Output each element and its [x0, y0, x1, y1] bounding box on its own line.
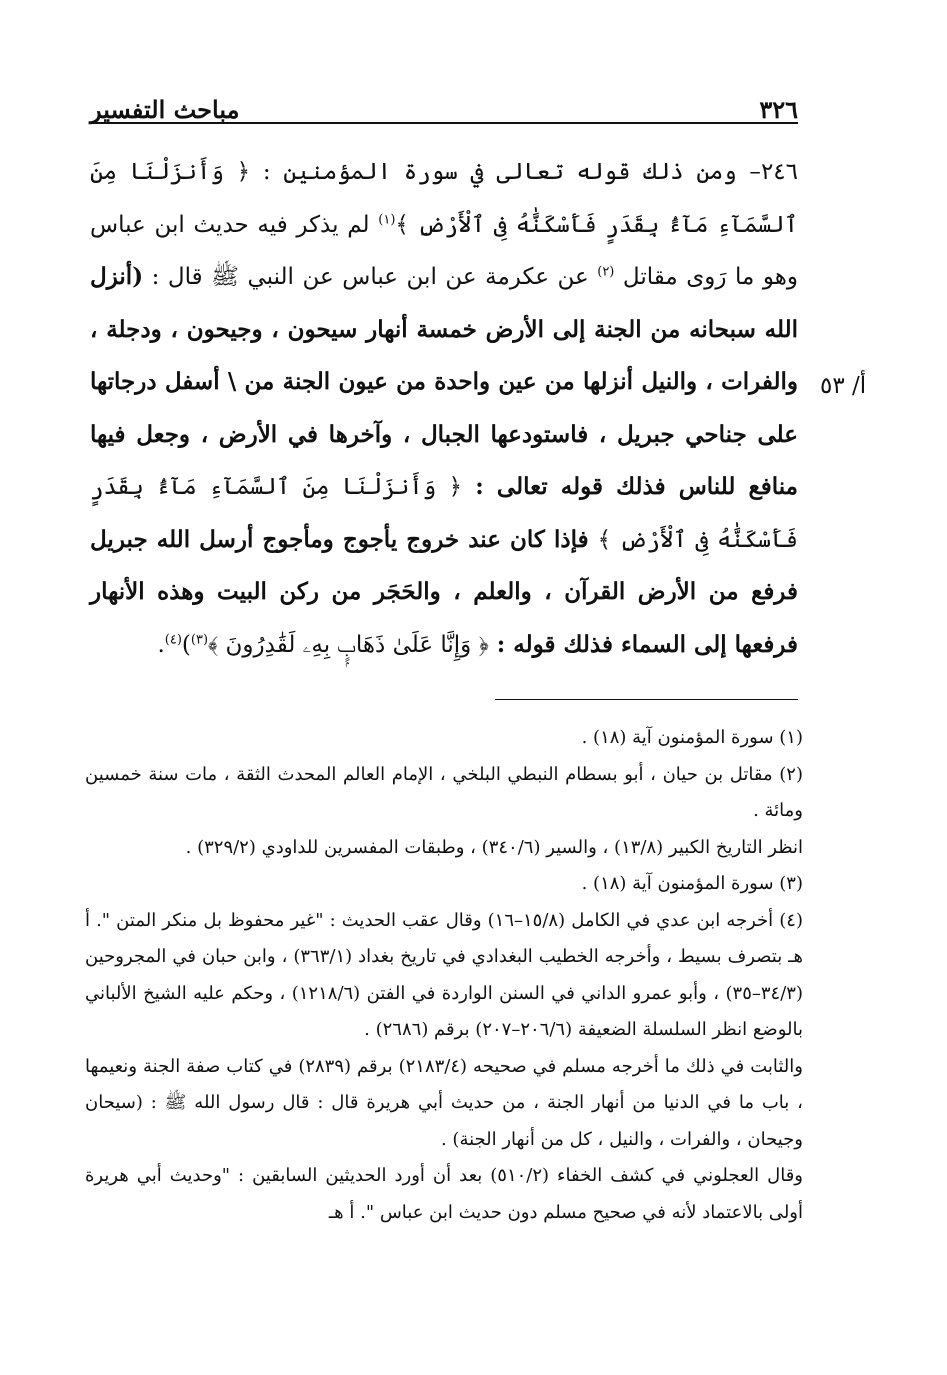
footnotes: [85, 720, 803, 1231]
footnote-4: (٤) أخرجه ابن عدي في الكامل (١٥/٨–١٦) وقال عقب الحديث : "غير محفوظ بل منكر المتن ". أ هـ بتصرف بسيط ، وأخرجه الخطيب البغدادي في تاريخ بغداد (٣٦٣/١) ، وابن حبان في المجروحين (٣٤/٣–٣٥) ، وأبو عمرو الداني في السنن الواردة في الفتن (١٢١٨/٦) ، وحكم عليه الشيخ الألباني بالوضع انظر السلسلة الضعيفة (٢٠٦/٦–٢٠٧) برقم (٢٦٨٦) .: [85, 909, 803, 1040]
page-number: ٣٢٦: [759, 95, 798, 124]
text-segment: لم يذكر فيه حديث ابن عباس وهو ما رَوى مقاتل: [90, 211, 798, 290]
main-text: [90, 146, 798, 671]
footnote-3: (٣) سورة المؤمنون آية (١٨) .: [581, 873, 803, 894]
footnote-ref-2: (٢): [597, 264, 615, 280]
footnote-4-conclusion: وقال العجلوني في كشف الخفاء (٥١٠/٢) بعد أن أورد الحديثين السابقين : "وحديث أبي هريرة أولى بالاعتماد لأنه في صحيح مسلم دون حديث ابن عباس ". أ هـ: [85, 1165, 803, 1223]
footnote-2: (٢) مقاتل بن حيان ، أبو بسطام النبطي البلخي ، الإمام العالم المحدث الثقة ، مات سنة خمسين ومائة .: [85, 763, 803, 821]
page-header: [90, 82, 798, 122]
footnote-ref-3: (٣): [190, 631, 209, 647]
hadith-text-continued: فإذا كان عند خروج يأجوج ومأجوج أرسل الله جبريل فرفع من الأرض القرآن ، والعلم ، والحَجَر من ركن البيت وهذه الأنهار فرفعها إلى السماء فذلك قوله :: [90, 525, 798, 658]
hadith-text: (أنزل الله سبحانه من الجنة إلى الأرض خمسة أنهار سيحون ، وجيحون ، ودجلة ، والفرات ، والنيل أنزلها من عين واحدة من عيون الجنة من \ أسفل درجاتها على جناحي جبريل ، فاستودعها الجبال ، وآخرها في الأرض ، وجعل فيها منافع للناس فذلك قوله تعالى :: [90, 263, 798, 500]
quran-verse: ﴿ وَأَنزَلْنَا مِنَ ٱلسَّمَآءِ مَآءًۢ بِقَدَرٍ فَأَسْكَنَّٰهُ فِى ٱلْأَرْضِ ﴾: [90, 474, 798, 553]
closing-paren: ): [181, 631, 191, 658]
period: .: [157, 631, 165, 658]
footnote-separator: [495, 699, 798, 700]
intro-text: ٢٤٦– ومن ذلك قوله تعالى في سورة المؤمنين : ﴿ وَأَنزَلْنَا مِنَ ٱلسَّمَآءِ مَآءًۢ بِقَدَرٍ فَأَسْكَنَّٰهُ فِى ٱلْأَرْضِ ﴾: [90, 159, 798, 238]
text-segment: عن عكرمة عن ابن عباس عن النبي ﷺ قال :: [143, 264, 598, 290]
margin-folio-note: أ/ ٥٣: [820, 373, 867, 399]
footnote-ref-4: (٤): [164, 631, 182, 647]
quran-verse: ﴿ وَإِنَّا عَلَىٰ ذَهَابٍۭ بِهِۦ لَقَٰدِرُونَ ﴾: [208, 631, 489, 658]
footnote-2-sources: انظر التاريخ الكبير (١٣/٨) ، والسير (٣٤٠/٦) ، وطبقات المفسرين للداودي (٣٢٩/٢) .: [185, 836, 803, 858]
footnote-ref-1: (١): [378, 211, 396, 227]
paragraph-246: [90, 146, 798, 671]
running-title: مباحث التفسير: [90, 95, 240, 124]
footnote-4-continued: والثابت في ذلك ما أخرجه مسلم في صحيحه (٢١٨٣/٤) برقم (٢٨٣٩) في كتاب صفة الجنة ونعيمها ، باب ما في الدنيا من أنهار الجنة ، من حديث أبي هريرة قال : قال رسول الله ﷺ : (سيحان وجيحان ، والفرات ، والنيل ، كل من أنهار الجنة) .: [85, 1055, 803, 1150]
footnote-1: (١) سورة المؤمنون آية (١٨) .: [581, 727, 803, 748]
header-rule: [90, 122, 798, 124]
